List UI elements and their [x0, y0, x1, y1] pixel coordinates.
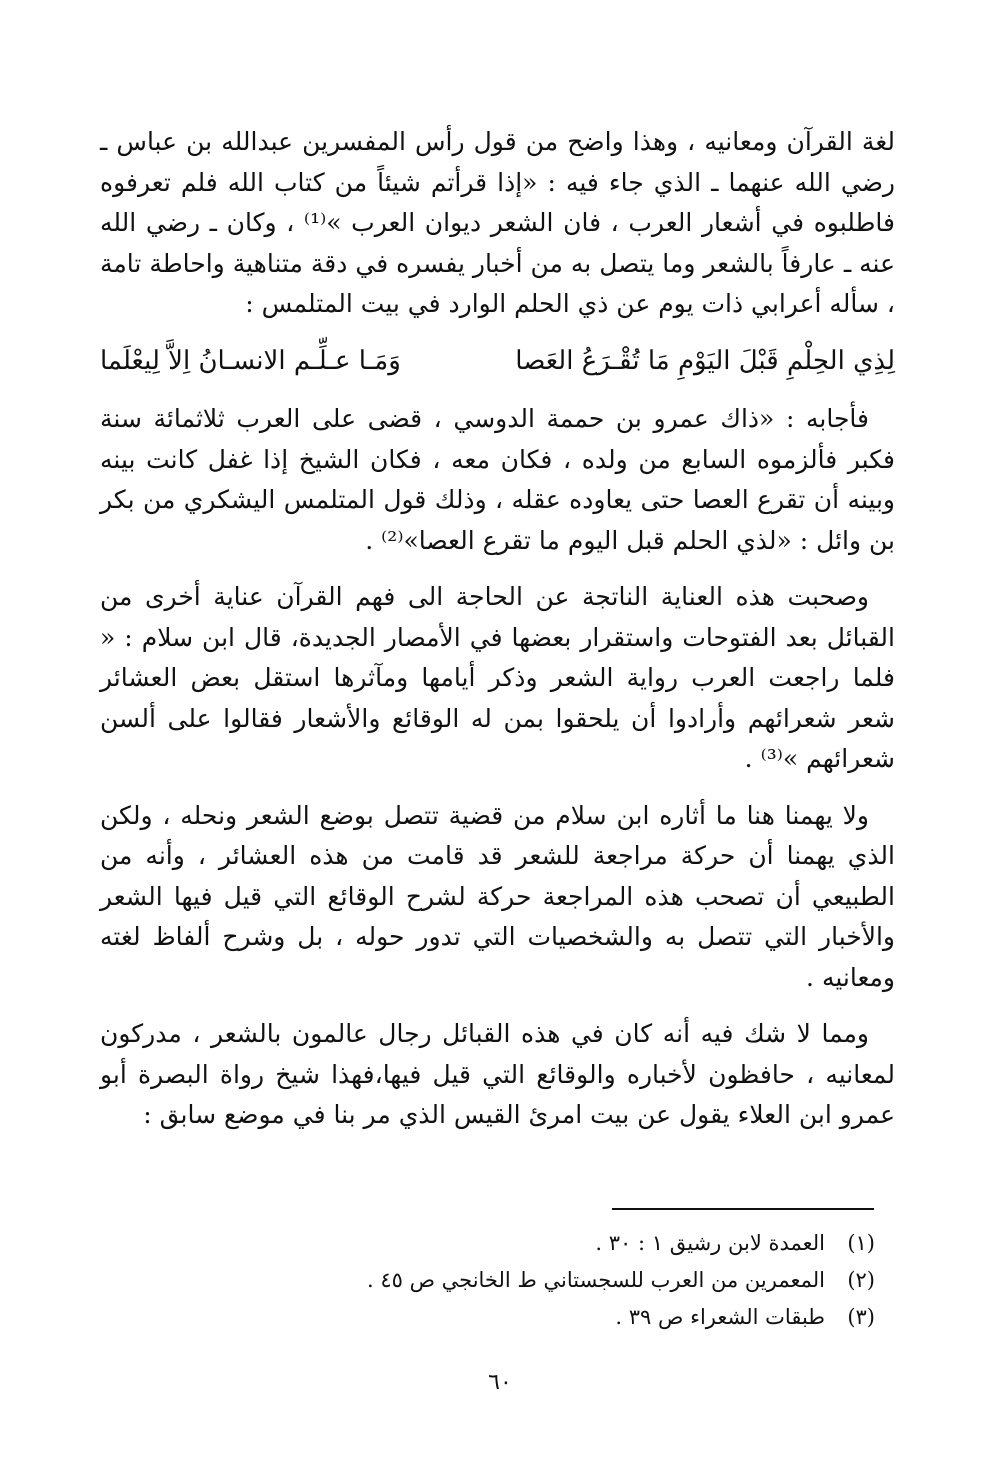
footnote-number: (٢) — [847, 1268, 875, 1292]
page-number: ٦٠ — [488, 1370, 512, 1395]
paragraph-5: ومما لا شك فيه أنه كان في هذه القبائل رجال عالمون بالشعر ، مدركون لمعانيه ، حافظون لأخباره والوقائع التي قيل فيها،فهذا شيخ رواة البصرة أبو عمرو ابن العلاء يقول عن بيت امرئ القيس الذي مر بنا في موضع سابق : — [100, 1019, 895, 1129]
footnote-3 — [300, 1299, 875, 1336]
paragraph-4: ولا يهمنا هنا ما أثاره ابن سلام من قضية تتصل بوضع الشعر ونحله ، ولكن الذي يهمنا أن حركة مراجعة للشعر قد قامت من هذه العشائر ، وأنه من الطبيعي أن تصحب هذه المراجعة حركة لشرح الوقائع التي قيل فيها الشعر والأخبار التي تتصل به والشخصيات التي تدور حوله ، بل وشرح ألفاظ لغته ومعانيه . — [100, 800, 895, 992]
footnote-text: المعمرين من العرب للسجستاني ط الخانجي ص ٤٥ . — [366, 1268, 825, 1292]
footnote-2 — [300, 1262, 875, 1299]
footnote-number: (١) — [847, 1231, 875, 1255]
paragraph-1: لغة القرآن ومعانيه ، وهذا واضح من قول رأس المفسرين عبدالله بن عباس ـ رضي الله عنهما ـ الذي جاء فيه : «إذا قرأتم شيئاً من كتاب الله فلم تعرفوه فاطلبوه في أشعار العرب ، فان الشعر ديوان العرب »⁽¹⁾ ، وكان ـ رضي الله عنه ـ عارفاً بالشعر وما يتصل به من أخبار يفسره في دقة متناهية واحاطة تامة ، سأله أعرابي ذات يوم عن ذي الحلم الوارد في بيت المتلمس : — [100, 127, 895, 318]
paragraph-3: وصحبت هذه العناية الناتجة عن الحاجة الى فهم القرآن عناية أخرى من القبائل بعد الفتوحات واستقرار بعضها في الأمصار الجديدة، قال ابن سلام : « فلما راجعت العرب رواية الشعر وذكر أيامها ومآثرها استقل بعض العشائر شعر شعرائهم وأرادوا أن يلحقوا بمن له الوقائع والأشعار فقالوا على ألسن شعرائهم »⁽³⁾ . — [100, 582, 895, 773]
footnote-text: طبقات الشعراء ص ٣٩ . — [615, 1305, 825, 1329]
verse-second-hemistich: وَمَـا عـلِّـم الانسـانُ اِلاَّ لِيعْلَما — [100, 345, 401, 376]
main-text — [100, 122, 895, 1152]
footnote-separator — [612, 1208, 874, 1210]
verse-first-hemistich: لِذِي الحِلْمِ قَبْلَ اليَوْمِ مَا تُقْـرَعُ العَصا — [515, 345, 895, 376]
footnote-1 — [300, 1225, 875, 1262]
poetry-verse — [100, 341, 895, 382]
paragraph-2: فأجابه : «ذاك عمرو بن حممة الدوسي ، قضى على العرب ثلاثمائة سنة فكبر فألزموه السابع من ولده ، فكان معه ، فكان الشيخ إذا غفل كانت بينه وبينه أن تقرع العصا حتى يعاوده عقله ، وذلك قول المتلمس اليشكري من بكر بن وائل : «لذي الحلم قبل اليوم ما تقرع العصا»⁽²⁾ . — [100, 404, 895, 555]
footnote-number: (٣) — [847, 1305, 875, 1329]
footnote-text: العمدة لابن رشيق ١ : ٣٠ . — [595, 1231, 825, 1255]
footnotes — [300, 1225, 875, 1336]
